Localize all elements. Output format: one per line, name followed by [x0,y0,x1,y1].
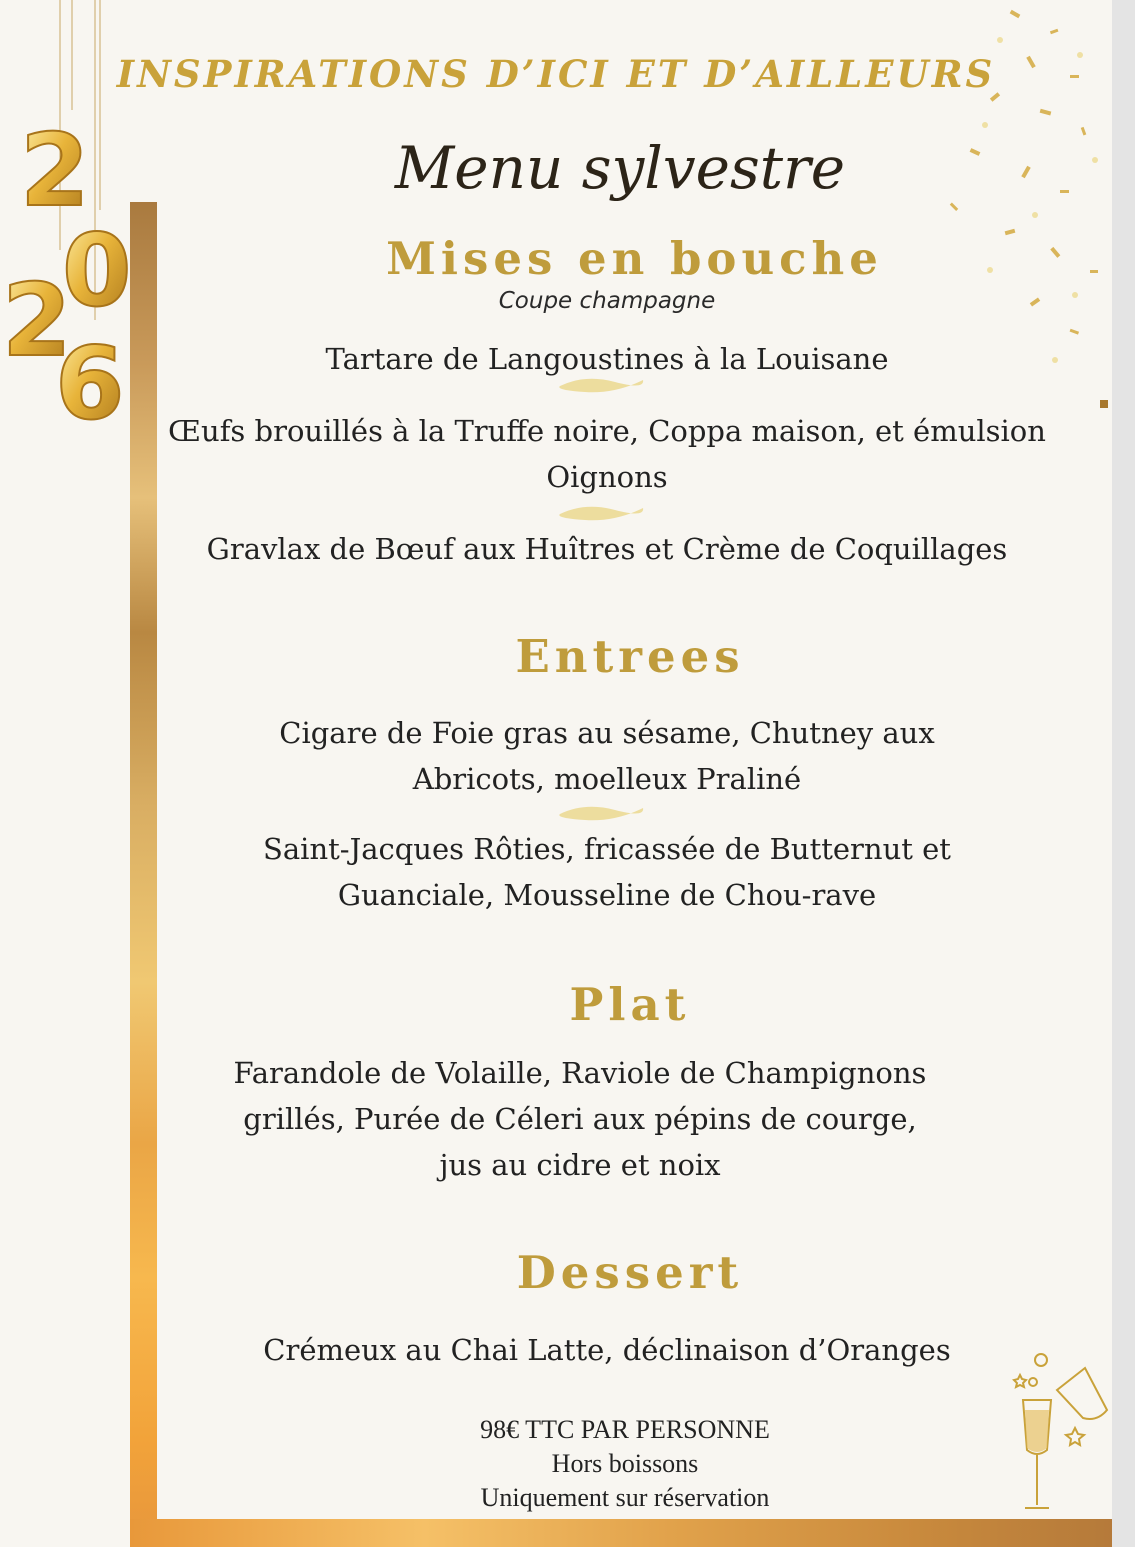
drinks-note: Hors boissons [551,1449,699,1478]
dish-item: Cigare de Foie gras au sésame, Chutney aux [279,716,935,750]
dish-item: Abricots, moelleux Praliné [412,762,802,796]
svg-text:6: 6 [55,325,125,442]
dish-item: Œufs brouillés à la Truffe noire, Coppa maison, et émulsion [168,414,1046,448]
section-title-entrees: Entrees [515,630,745,683]
dish-item: grillés, Purée de Céleri aux pépins de courge, [243,1102,917,1136]
dish-item: Farandole de Volaille, Raviole de Champignons [233,1056,927,1090]
section-subtitle-amuse: Coupe champagne [498,288,716,314]
section-title-amuse: Mises en bouche [386,232,883,285]
dish-item: Oignons [546,460,668,494]
champagne-glasses-icon [1005,1340,1115,1520]
page-edge [1112,0,1135,1547]
section-title-plat: Plat [569,978,691,1031]
dish-item: jus au cidre et noix [439,1148,721,1182]
dish-item: Tartare de Langoustines à la Louisane [325,342,889,376]
gold-brush-divider [555,800,645,826]
restaurant-brand: INSPIRATIONS D’ICI ET D’AILLEURS [116,52,996,96]
svg-text:0: 0 [62,212,132,329]
dish-item: Gravlax de Bœuf aux Huîtres et Crème de Coquillages [206,532,1008,566]
price-line: 98€ TTC PAR PERSONNE [480,1415,770,1444]
svg-text:2: 2 [20,112,90,229]
dish-item: Saint-Jacques Rôties, fricassée de Butternut et [263,832,951,866]
reservation-note: Uniquement sur réservation [480,1483,770,1512]
dish-item: Guanciale, Mousseline de Chou-rave [337,878,877,912]
menu-title-text: Menu sylvestre [394,134,846,202]
gold-brush-divider [555,500,645,526]
svg-text:2: 2 [2,262,72,379]
gold-frame-bottom [130,1519,1112,1547]
menu-title [394,118,846,228]
gold-brush-divider [555,372,645,398]
dish-item: Crémeux au Chai Latte, déclinaison d’Oranges [263,1333,951,1367]
section-title-dessert: Dessert [516,1246,744,1299]
